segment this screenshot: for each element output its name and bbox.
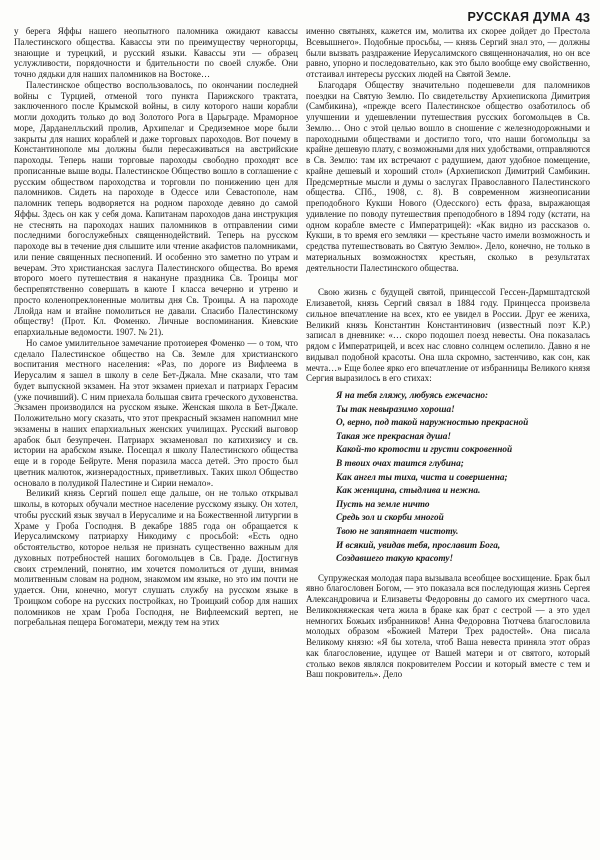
- right-column: [306, 26, 590, 856]
- poem-line: Как ангел ты тиха, чиста и совершенна;: [336, 472, 508, 483]
- poem-line: В твоих очах таится глубина;: [336, 458, 464, 469]
- poem-line: Я на тебя гляжу, любуясь ежечасно:: [336, 391, 489, 401]
- poem-line: Средь зол и скорби многой: [336, 513, 444, 524]
- paragraph: Благодаря Обществу значительно подешевели для паломников поездки на Святую Землю. По свидетельству Архиепископа Димитрия (Самбикина), «прежде всего Палестинское общество озаботилось об улучшении и удешевлении путешествия русских богомольцев в Св. Землю… Оно с этой целью вошло в сношение с железнодорожными и пароходными обществами и достигло того, что наши богомольцы за крайне дешевую плату, с возможными для них удобствами, отправляются в Св. Землю: там их встречают с радушием, дают удобное помещение, крайне дешевый и хороший стол» (Архиепископ Димитрий Самбикин. Предсмертные мысли и думы о заслугах Православного Палестинского общества. СПб., 1908, с. 8). В современном жизнеописании преподобного Кукши Нового (Одесского) есть фраза, выражающая удивление по поводу путешествия преподобного в 1894 году (кстати, на одном корабле вместе с Императрицей): «Как видно из рассказов о. Кукши, в то время его земляки — крестьяне часто имели возможность и средства путешествовать во Святую Землю». Дело, конечно, не только в материальных возможностях крестьян, сколько в результатах деятельности Палестинского общества.: [306, 79, 590, 273]
- poem: [336, 390, 590, 567]
- poem-line: Твою не запятнает чистоту.: [336, 526, 459, 537]
- poem-line: И всякий, увидав тебя, прославит Бога,: [336, 540, 501, 551]
- left-column: [14, 26, 298, 856]
- paragraph: Но самое умилительное замечание протоиерея Фоменко — о том, что сделало Палестинское общество на Св. Земле для христианского воспитания местного населения: «Раз, по дороге из Вифлеема в Иерусалим я зашел в школу в селе Бет-Джала. Мне сказали, что там будет выпускной экзамен. На этот экзамен приехал и патриарх Герасим (уже почивший). С ним приехала большая свита греческого духовенства. Экзамен производился на русском языке. Женская школа в Бет-Джале. Положительно могу сказать, что этот прекрасный экзамен напомнил мне экзамены в наших епархиальных женских училищах. Русский выговор арабок был безупречен. Патриарх экзаменовал по катихизису и св. истории на арабском языке. Посещал я школу Палестинского общества еще и в городе Бейруте. Меня поразила масса детей. Это просто был цветник малюток, жизнерадостных, приветливых. Таких школ Общество основало в полудикой Палестине и Сирии немало».: [14, 337, 298, 488]
- paragraph: Палестинское общество воспользовалось, по окончании последней войны с Турцией, отменой того пункта Парижского трактата, заключенного после Крымской войны, в силу которого наши корабли могли доходить только до вод Золотого Рога в Царьграде. Мраморное море, Дарданелльский пролив, Архипелаг и Средиземное море были закрыты для наших кораблей и даже торговых пароходов. Вот почему в Константинополе мы должны были пересаживаться на австрийские пароходы. Теперь наши торговые пароходы свободно проходят все прописанные выше воды. Палестинское Общество вошло в соглашение с русским обществом пароходства и торговли по понижению цен для паломников. Сидеть на пароходе в Одессе или Севастополе, нам паломник теперь водворяется на родном пароходе девяно до самой Яффы. Здесь он как у себя дома. Капитанам пароходов дана инструкция не стеснять на пароходах наших паломников в отправлении сими последними богослужебных священнодействий. Теперь на русском пароходе вы в течение дня слышите или чтение акафистов паломниками, или пение священных песнопений. И особенно это заметно по утрам и вечерам. Это христианская заслуга Палестинского общества. Во время второго моего путешествия я накануне праздника Св. Троицы мог беспрепятственно совершать в каюте I класса вечерню и утреню и просто коленопреклоненные молитвы дня Св. Троицы. А на пароходе Ллойда нам и втайне помолиться не давали. Спасибо Палестинскому обществу! (Прот. Кл. Фоменко. Личные воспоминания. Киевские епархиальные ведомости. 1907. № 21).: [14, 79, 298, 337]
- poem-line: Создавшего такую красоту!: [336, 554, 454, 565]
- poem-line: Ты так невыразимо хороша!: [336, 404, 455, 415]
- poem-line: Какой-то кротости и грусти сокровенной: [336, 445, 513, 456]
- paragraph: у берега Яффы нашего неопытного паломника ожидают кавассы Палестинского общества. Кавассы эти по преимуществу черногорцы, знающие и турецкий, и русский языки. Кавассы эти — образец услужливости, порядочности и бдительности по своей службе. Они точно дядьки для наших паломников на Востоке…: [14, 26, 298, 79]
- poem-line: Пусть на земле ничто: [336, 499, 430, 510]
- paragraph: Свою жизнь с будущей святой, принцессой Гессен-Дармштадтской Елизаветой, князь Сергий связал в 1884 году. Принцесса произвела сильное впечатление на всех, кто ее увидел в России. Друг ее жениха, Великий князь Константин Константинович (известный поэт К.Р.) записал в дневнике: «… скоро подошел поезд невесты. Она показалась рядом с Императрицей, и всех нас словно солнцем ослепило. Давно я не видывал подобной красоты. Она шла скромно, застенчиво, как сон, как мечта…» Еще более ярко его впечатление от избранницы Великого князя Сергия выразилось в его стихах:: [306, 287, 590, 384]
- running-header: [10, 6, 590, 28]
- journal-title: РУССКАЯ ДУМА: [467, 10, 571, 24]
- poem-line: Такая же прекрасная душа!: [336, 431, 452, 442]
- paragraph: именно святынях, кажется им, молитва их скорее дойдет до Престола Всевышнего». Подобные просьбы, — князь Сергий знал это, — должны были вызвать раздражение Иерусалимского священноначалия, но он все равно, упорно и последовательно, как это было вообще ему свойственно, отстаивал интересы русских людей на Святой Земле.: [306, 26, 590, 79]
- page-number: 43: [575, 9, 590, 25]
- poem-line: О, верно, под такой наружностью прекрасной: [336, 418, 529, 429]
- paragraph: Великий князь Сергий пошел еще дальше, он не только открывал школы, в которых обучали местное население русскому языку. Он хотел, чтобы русский язык звучал в Иерусалиме и на Божественной литургии в Храме у Гроба Господня. В декабре 1885 года он обращается к Иерусалимскому патриарху Никодиму с просьбой: «Есть одно обстоятельство, которое нельзя не признать существенно важным для духовных потребностей наших богомольцев в Св. Граде. Достигнув своих стремлений, понятно, им хочется помолиться от души, внимая молитвенным словам на родном, знакомом им языке, но это им почти не удается. Они, конечно, могут слушать службу на русском языке в Троицком соборе на русских постройках, но Троицкий собор для наших поломников не храм Гроба Господня, не Вифлеемский вертеп, не погребальная пещера Богоматери, между тем на этих: [14, 488, 298, 628]
- paragraph: Супружеская молодая пара вызывала всеобщее восхищение. Брак был явно благословен Богом, — это показала вся последующая жизнь Сергея Александровича и Елизаветы Федоровны до самого их смертного часа. Великокняжеская чета жила в браке как брат с сестрой — а это удел немногих Божьих избранников! Анна Федоровна Тютчева благословила молодых образом «Божией Матери Трех радостей». Она писала Великому князю: «Я бы хотела, чтоб Ваша невеста приняла этот образ как благословение, идущее от Вашей матери и от святого, который столько веков являлся покровителем России и который вместе с тем и Ваш покровитель». Дело: [306, 572, 590, 680]
- poem-line: Как женщина, стыдлива и нежна.: [336, 486, 481, 497]
